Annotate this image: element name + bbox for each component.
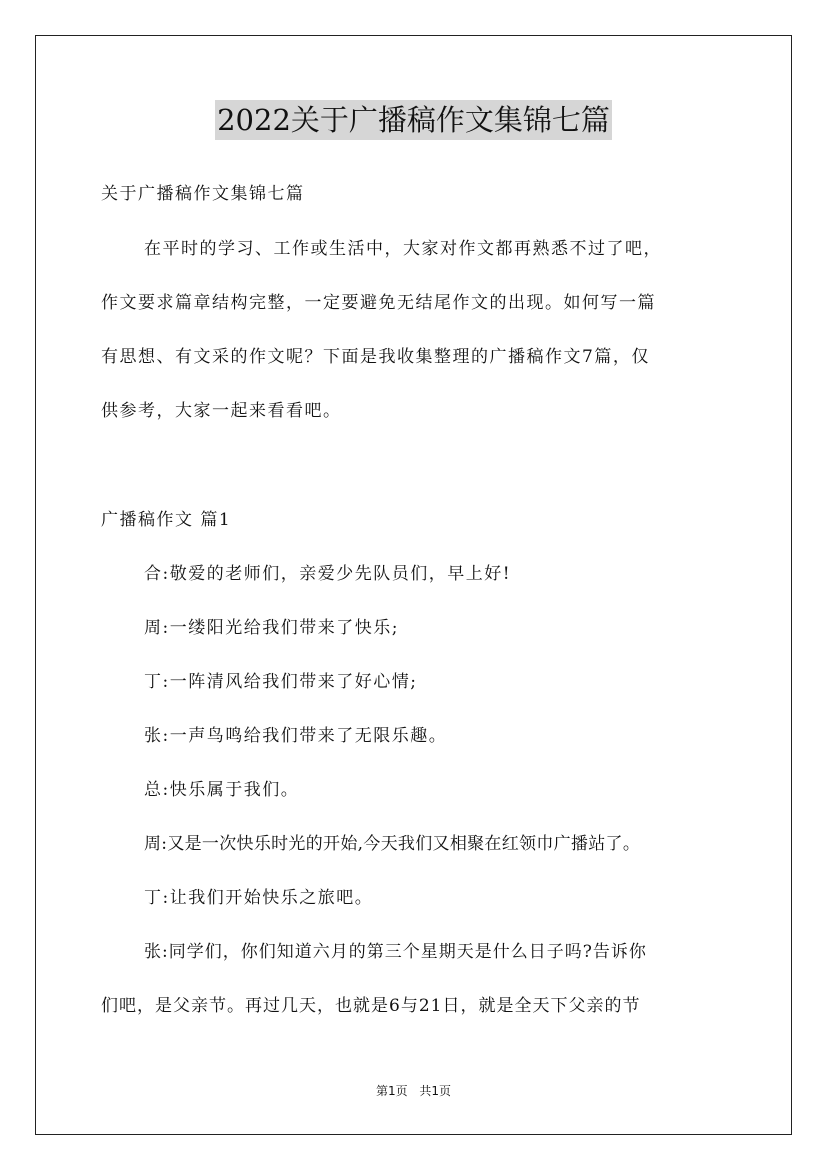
body-line-1: 合:敬爱的老师们，亲爱少先队员们，早上好! xyxy=(144,564,512,584)
intro-line-1: 在平时的学习、工作或生活中，大家对作文都再熟悉不过了吧， xyxy=(144,239,662,259)
body-line-4: 张:一声鸟鸣给我们带来了无限乐趣。 xyxy=(144,726,448,746)
intro-line-4: 供参考，大家一起来看看吧。 xyxy=(101,401,342,421)
section-heading: 广播稿作文 篇1 xyxy=(101,510,232,530)
document-subtitle: 关于广播稿作文集锦七篇 xyxy=(101,184,305,204)
body-line-7: 丁:让我们开始快乐之旅吧。 xyxy=(144,888,374,908)
page-footer xyxy=(0,1082,827,1099)
intro-line-3: 有思想、有文采的作文呢？下面是我收集整理的广播稿作文7篇，仅 xyxy=(101,347,650,367)
page-total: 共1页 xyxy=(419,1084,452,1098)
document-title: 2022关于广播稿作文集锦七篇 xyxy=(215,100,612,140)
body-line-9: 们吧，是父亲节。再过几天，也就是6与21日，就是全天下父亲的节 xyxy=(101,996,641,1016)
body-line-5: 总:快乐属于我们。 xyxy=(144,780,300,800)
body-line-8: 张:同学们，你们知道六月的第三个星期天是什么日子吗?告诉你 xyxy=(144,942,647,962)
body-line-6: 周:又是一次快乐时光的开始,今天我们又相聚在红领巾广播站了。 xyxy=(144,834,641,854)
title-container xyxy=(0,100,827,140)
body-line-3: 丁:一阵清风给我们带来了好心情; xyxy=(144,672,418,692)
intro-line-2: 作文要求篇章结构完整，一定要避免无结尾作文的出现。如何写一篇 xyxy=(101,293,656,313)
page-number: 第1页 xyxy=(375,1084,408,1098)
body-line-2: 周:一缕阳光给我们带来了快乐; xyxy=(144,618,399,638)
